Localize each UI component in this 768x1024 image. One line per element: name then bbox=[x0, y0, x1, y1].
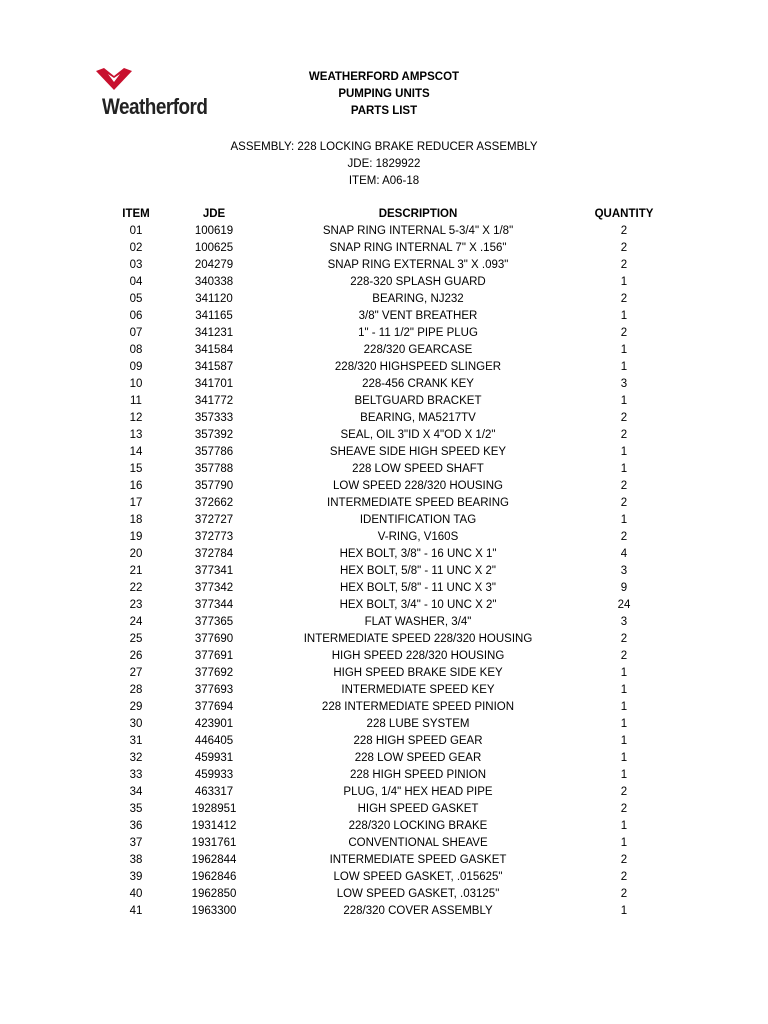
cell-quantity: 2 bbox=[620, 480, 628, 492]
cell-quantity: 1 bbox=[620, 395, 628, 407]
cell-jde: 377342 bbox=[194, 582, 234, 594]
column-header-item: ITEM bbox=[122, 208, 150, 220]
cell-quantity: 2 bbox=[620, 803, 628, 815]
cell-jde: 459933 bbox=[194, 769, 234, 781]
cell-jde: 357788 bbox=[194, 463, 234, 475]
cell-quantity: 2 bbox=[620, 293, 628, 305]
table-row bbox=[96, 648, 696, 665]
cell-item: 28 bbox=[129, 684, 143, 696]
cell-description: SHEAVE SIDE HIGH SPEED KEY bbox=[329, 446, 507, 458]
cell-quantity: 1 bbox=[620, 752, 628, 764]
cell-description: BEARING, MA5217TV bbox=[360, 412, 476, 424]
table-row bbox=[96, 750, 696, 767]
cell-quantity: 1 bbox=[620, 463, 628, 475]
assembly-name: ASSEMBLY: 228 LOCKING BRAKE REDUCER ASSEMBLY bbox=[230, 141, 538, 153]
cell-description: HIGH SPEED BRAKE SIDE KEY bbox=[333, 667, 503, 679]
cell-jde: 372727 bbox=[194, 514, 234, 526]
cell-description: SEAL, OIL 3"ID X 4"OD X 1/2" bbox=[340, 429, 496, 441]
cell-description: HEX BOLT, 5/8" - 11 UNC X 2" bbox=[339, 565, 496, 577]
cell-quantity: 2 bbox=[620, 871, 628, 883]
table-row bbox=[96, 784, 696, 801]
cell-quantity: 1 bbox=[620, 905, 628, 917]
cell-description: LOW SPEED GASKET, .03125" bbox=[336, 888, 500, 900]
cell-jde: 340338 bbox=[194, 276, 234, 288]
cell-description: INTERMEDIATE SPEED 228/320 HOUSING bbox=[303, 633, 533, 645]
cell-item: 21 bbox=[129, 565, 143, 577]
cell-quantity: 1 bbox=[620, 684, 628, 696]
table-row bbox=[96, 716, 696, 733]
cell-description: 228/320 COVER ASSEMBLY bbox=[343, 905, 493, 917]
table-row bbox=[96, 240, 696, 257]
cell-description: LOW SPEED 228/320 HOUSING bbox=[332, 480, 503, 492]
document-header bbox=[0, 69, 768, 120]
cell-item: 12 bbox=[129, 412, 143, 424]
cell-quantity: 2 bbox=[620, 786, 628, 798]
cell-quantity: 1 bbox=[620, 310, 628, 322]
assembly-jde: JDE: 1829922 bbox=[347, 158, 421, 170]
cell-description: 228-456 CRANK KEY bbox=[362, 378, 474, 390]
cell-jde: 1928951 bbox=[191, 803, 237, 815]
table-row bbox=[96, 291, 696, 308]
table-row bbox=[96, 359, 696, 376]
cell-item: 14 bbox=[129, 446, 143, 458]
table-row bbox=[96, 274, 696, 291]
cell-item: 06 bbox=[129, 310, 143, 322]
cell-jde: 377341 bbox=[194, 565, 234, 577]
cell-description: 228/320 GEARCASE bbox=[363, 344, 473, 356]
cell-item: 23 bbox=[129, 599, 143, 611]
cell-description: INTERMEDIATE SPEED BEARING bbox=[327, 497, 509, 509]
cell-description: 228-320 SPLASH GUARD bbox=[350, 276, 486, 288]
cell-item: 32 bbox=[129, 752, 143, 764]
table-row bbox=[96, 529, 696, 546]
cell-jde: 357786 bbox=[194, 446, 234, 458]
cell-jde: 423901 bbox=[194, 718, 234, 730]
cell-item: 36 bbox=[129, 820, 143, 832]
table-row bbox=[96, 342, 696, 359]
cell-jde: 377693 bbox=[194, 684, 234, 696]
logo-wordmark: Weatherford bbox=[102, 94, 208, 119]
cell-quantity: 2 bbox=[620, 242, 628, 254]
cell-quantity: 1 bbox=[620, 769, 628, 781]
table-row bbox=[96, 818, 696, 835]
cell-quantity: 2 bbox=[620, 327, 628, 339]
cell-item: 30 bbox=[129, 718, 143, 730]
cell-description: HEX BOLT, 5/8" - 11 UNC X 3" bbox=[339, 582, 496, 594]
cell-description: BELTGUARD BRACKET bbox=[354, 395, 482, 407]
cell-description: PLUG, 1/4" HEX HEAD PIPE bbox=[343, 786, 493, 798]
company-title: WEATHERFORD AMPSCOT bbox=[308, 71, 460, 83]
cell-quantity: 4 bbox=[620, 548, 628, 560]
cell-item: 17 bbox=[129, 497, 143, 509]
cell-jde: 357790 bbox=[194, 480, 234, 492]
table-row bbox=[96, 427, 696, 444]
cell-description: V-RING, V160S bbox=[377, 531, 459, 543]
table-row bbox=[96, 308, 696, 325]
cell-description: 228 INTERMEDIATE SPEED PINION bbox=[321, 701, 515, 713]
table-row bbox=[96, 801, 696, 818]
cell-description: 3/8" VENT BREATHER bbox=[358, 310, 478, 322]
cell-quantity: 1 bbox=[620, 361, 628, 373]
cell-quantity: 2 bbox=[620, 633, 628, 645]
cell-jde: 459931 bbox=[194, 752, 234, 764]
cell-jde: 377692 bbox=[194, 667, 234, 679]
cell-description: IDENTIFICATION TAG bbox=[359, 514, 477, 526]
cell-description: INTERMEDIATE SPEED GASKET bbox=[329, 854, 507, 866]
cell-item: 11 bbox=[130, 395, 142, 407]
cell-description: LOW SPEED GASKET, .015625" bbox=[333, 871, 503, 883]
column-header-description: DESCRIPTION bbox=[378, 208, 458, 220]
table-row bbox=[96, 767, 696, 784]
cell-jde: 1962846 bbox=[191, 871, 237, 883]
cell-quantity: 3 bbox=[620, 565, 628, 577]
cell-quantity: 2 bbox=[620, 259, 628, 271]
cell-description: SNAP RING INTERNAL 7" X .156" bbox=[329, 242, 507, 254]
cell-item: 19 bbox=[129, 531, 143, 543]
cell-description: CONVENTIONAL SHEAVE bbox=[348, 837, 488, 849]
cell-jde: 377691 bbox=[194, 650, 234, 662]
cell-item: 24 bbox=[129, 616, 143, 628]
cell-item: 04 bbox=[129, 276, 143, 288]
cell-item: 08 bbox=[129, 344, 143, 356]
product-title: PUMPING UNITS bbox=[338, 88, 430, 100]
cell-jde: 377690 bbox=[194, 633, 234, 645]
cell-jde: 341772 bbox=[194, 395, 234, 407]
cell-jde: 100625 bbox=[194, 242, 234, 254]
cell-quantity: 1 bbox=[620, 276, 628, 288]
cell-quantity: 1 bbox=[620, 667, 628, 679]
cell-item: 29 bbox=[129, 701, 143, 713]
table-row bbox=[96, 512, 696, 529]
cell-jde: 372784 bbox=[194, 548, 234, 560]
cell-quantity: 2 bbox=[620, 650, 628, 662]
cell-quantity: 1 bbox=[620, 837, 628, 849]
table-row bbox=[96, 478, 696, 495]
cell-item: 31 bbox=[129, 735, 143, 747]
table-row bbox=[96, 461, 696, 478]
cell-quantity: 9 bbox=[620, 582, 628, 594]
cell-item: 22 bbox=[129, 582, 143, 594]
table-row bbox=[96, 682, 696, 699]
cell-item: 26 bbox=[129, 650, 143, 662]
cell-item: 02 bbox=[129, 242, 143, 254]
cell-description: 228/320 LOCKING BRAKE bbox=[348, 820, 488, 832]
table-row bbox=[96, 257, 696, 274]
table-row bbox=[96, 614, 696, 631]
cell-jde: 357392 bbox=[194, 429, 234, 441]
cell-description: HEX BOLT, 3/8" - 16 UNC X 1" bbox=[339, 548, 497, 560]
cell-item: 07 bbox=[129, 327, 143, 339]
table-row bbox=[96, 699, 696, 716]
cell-quantity: 2 bbox=[620, 412, 628, 424]
cell-description: HEX BOLT, 3/4" - 10 UNC X 2" bbox=[339, 599, 497, 611]
cell-jde: 1962844 bbox=[191, 854, 237, 866]
cell-item: 40 bbox=[129, 888, 143, 900]
cell-item: 37 bbox=[129, 837, 143, 849]
cell-item: 34 bbox=[129, 786, 143, 798]
cell-jde: 372773 bbox=[194, 531, 234, 543]
cell-quantity: 2 bbox=[620, 429, 628, 441]
cell-quantity: 1 bbox=[620, 820, 628, 832]
cell-jde: 341165 bbox=[195, 310, 233, 322]
table-row bbox=[96, 410, 696, 427]
table-row bbox=[96, 546, 696, 563]
cell-description: SNAP RING INTERNAL 5-3/4" X 1/8" bbox=[322, 225, 514, 237]
cell-jde: 377694 bbox=[194, 701, 234, 713]
cell-quantity: 1 bbox=[620, 514, 628, 526]
cell-jde: 1931412 bbox=[191, 820, 237, 832]
cell-quantity: 1 bbox=[620, 735, 628, 747]
cell-quantity: 24 bbox=[617, 599, 631, 611]
cell-jde: 341587 bbox=[194, 361, 234, 373]
cell-item: 25 bbox=[129, 633, 143, 645]
cell-quantity: 2 bbox=[620, 225, 628, 237]
assembly-info bbox=[0, 139, 768, 190]
cell-item: 09 bbox=[129, 361, 143, 373]
table-row bbox=[96, 903, 696, 920]
cell-item: 10 bbox=[129, 378, 143, 390]
document-title: PARTS LIST bbox=[350, 105, 418, 117]
cell-item: 33 bbox=[129, 769, 143, 781]
cell-quantity: 1 bbox=[620, 718, 628, 730]
cell-item: 18 bbox=[129, 514, 143, 526]
assembly-item: ITEM: A06-18 bbox=[348, 175, 420, 187]
cell-jde: 1962850 bbox=[191, 888, 237, 900]
cell-description: 228 LOW SPEED SHAFT bbox=[352, 463, 484, 475]
table-row bbox=[96, 852, 696, 869]
table-row bbox=[96, 886, 696, 903]
cell-description: HIGH SPEED 228/320 HOUSING bbox=[331, 650, 505, 662]
table-row bbox=[96, 376, 696, 393]
table-row bbox=[96, 580, 696, 597]
cell-item: 16 bbox=[129, 480, 143, 492]
table-row bbox=[96, 631, 696, 648]
cell-description: 228 HIGH SPEED GEAR bbox=[353, 735, 483, 747]
cell-jde: 377365 bbox=[194, 616, 234, 628]
cell-quantity: 1 bbox=[620, 701, 628, 713]
cell-item: 13 bbox=[129, 429, 143, 441]
table-row bbox=[96, 835, 696, 852]
table-row bbox=[96, 325, 696, 342]
cell-jde: 341701 bbox=[194, 378, 234, 390]
table-row bbox=[96, 597, 696, 614]
cell-item: 03 bbox=[129, 259, 143, 271]
cell-item: 41 bbox=[129, 905, 143, 917]
cell-quantity: 2 bbox=[620, 888, 628, 900]
cell-quantity: 3 bbox=[620, 616, 628, 628]
cell-quantity: 3 bbox=[620, 378, 628, 390]
cell-item: 35 bbox=[129, 803, 143, 815]
cell-item: 38 bbox=[129, 854, 143, 866]
cell-item: 01 bbox=[129, 225, 143, 237]
cell-jde: 1931761 bbox=[191, 837, 237, 849]
cell-description: 228 HIGH SPEED PINION bbox=[349, 769, 487, 781]
cell-item: 05 bbox=[129, 293, 143, 305]
cell-item: 15 bbox=[129, 463, 143, 475]
cell-item: 27 bbox=[129, 667, 143, 679]
cell-quantity: 1 bbox=[620, 344, 628, 356]
cell-jde: 446405 bbox=[194, 735, 234, 747]
cell-quantity: 1 bbox=[620, 446, 628, 458]
table-header-row bbox=[96, 206, 696, 223]
cell-jde: 100619 bbox=[194, 225, 234, 237]
cell-jde: 357333 bbox=[194, 412, 234, 424]
cell-description: 228 LUBE SYSTEM bbox=[366, 718, 470, 730]
table-row bbox=[96, 665, 696, 682]
table-row bbox=[96, 223, 696, 240]
cell-item: 39 bbox=[129, 871, 143, 883]
table-row bbox=[96, 495, 696, 512]
column-header-quantity: QUANTITY bbox=[594, 208, 654, 220]
cell-description: FLAT WASHER, 3/4" bbox=[364, 616, 472, 628]
column-header-jde: JDE bbox=[202, 208, 226, 220]
cell-jde: 377344 bbox=[194, 599, 234, 611]
cell-quantity: 2 bbox=[620, 531, 628, 543]
cell-jde: 204279 bbox=[194, 259, 234, 271]
cell-description: BEARING, NJ232 bbox=[372, 293, 464, 305]
table-row bbox=[96, 444, 696, 461]
cell-description: 228 LOW SPEED GEAR bbox=[354, 752, 482, 764]
cell-item: 20 bbox=[129, 548, 143, 560]
cell-quantity: 2 bbox=[620, 854, 628, 866]
parts-table bbox=[96, 206, 696, 920]
table-row bbox=[96, 869, 696, 886]
cell-jde: 341120 bbox=[195, 293, 233, 305]
cell-jde: 1963300 bbox=[191, 905, 237, 917]
cell-jde: 341584 bbox=[194, 344, 234, 356]
cell-jde: 463317 bbox=[194, 786, 234, 798]
cell-quantity: 2 bbox=[620, 497, 628, 509]
cell-description: SNAP RING EXTERNAL 3" X .093" bbox=[327, 259, 509, 271]
cell-description: 1" - 11 1/2" PIPE PLUG bbox=[358, 327, 478, 339]
table-row bbox=[96, 733, 696, 750]
table-row bbox=[96, 393, 696, 410]
cell-description: INTERMEDIATE SPEED KEY bbox=[341, 684, 495, 696]
cell-description: HIGH SPEED GASKET bbox=[357, 803, 479, 815]
table-row bbox=[96, 563, 696, 580]
cell-jde: 341231 bbox=[194, 327, 234, 339]
cell-jde: 372662 bbox=[194, 497, 234, 509]
cell-description: 228/320 HIGHSPEED SLINGER bbox=[334, 361, 502, 373]
